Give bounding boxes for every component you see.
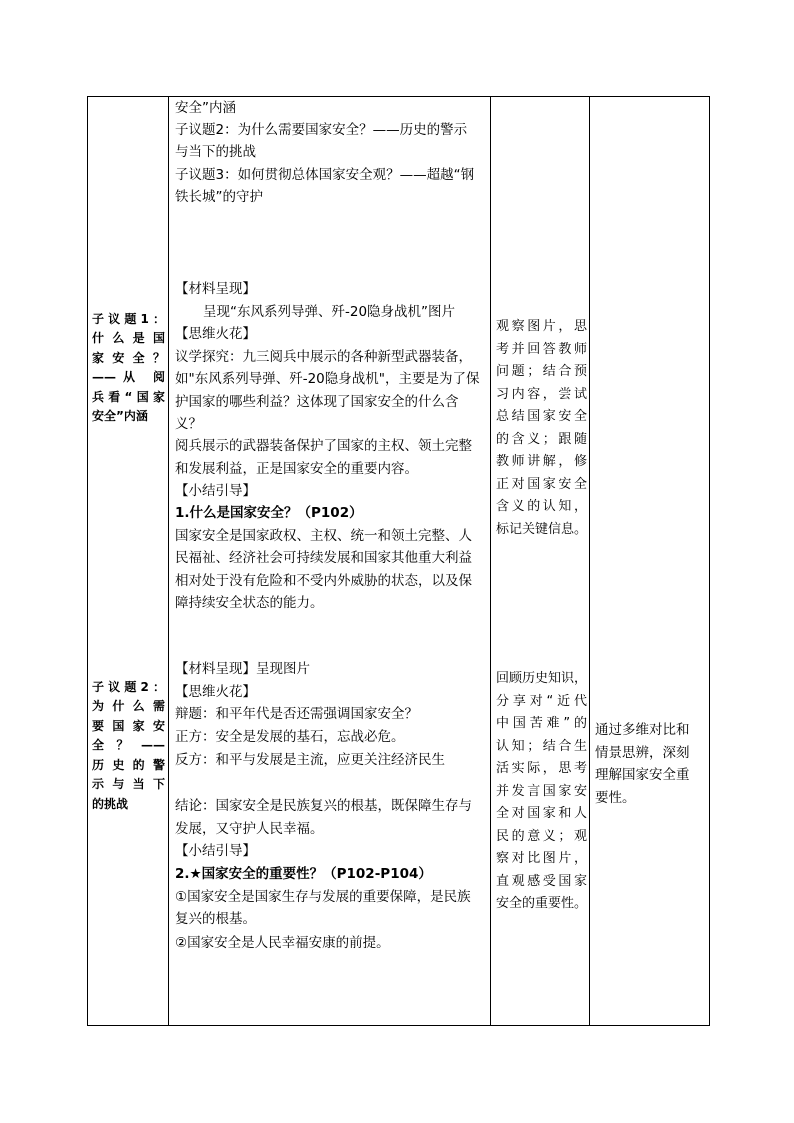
activity2-line: 活实际，思考 xyxy=(496,761,587,776)
inquiry-line: 护国家的哪些利益？这体现了国家安全的什么含 xyxy=(175,394,459,410)
importance-line: ①国家安全是国家生存与发展的重要保障，是民族 xyxy=(175,889,471,905)
topic2-line: 示与当下 xyxy=(92,777,165,791)
topic1-line: 家安全？ xyxy=(92,351,165,365)
topic2-line: 要国家安 xyxy=(92,719,165,733)
activity1-line: 习内容，尝试 xyxy=(496,387,587,402)
topic2-line: 子议题2： xyxy=(92,680,165,694)
activity2-line: 认知；结合生 xyxy=(496,739,587,754)
importance-line: ②国家安全是人民幸福安康的前提。 xyxy=(175,935,390,951)
topic1-line: 什么是国 xyxy=(92,331,165,345)
intro-line: 子议题3：如何贯彻总体国家安全观？——超越“钢 xyxy=(175,167,475,183)
topic2-line: 全？—— xyxy=(92,738,165,752)
activity2-line: 直观感受国家 xyxy=(496,874,587,889)
design-intent-column xyxy=(590,97,710,1026)
activity1-line: 考并回答教师 xyxy=(496,342,587,357)
activity1-line: 问题；结合预 xyxy=(496,364,587,379)
answer-line: 阅兵展示的武器装备保护了国家的主权、领土完整 xyxy=(175,438,472,454)
summary-heading: 【小结引导】 xyxy=(175,483,256,499)
activity2-line: 察对比图片， xyxy=(496,851,587,866)
intent2-line: 理解国家安全重 xyxy=(595,767,690,783)
inquiry-line: 如"东风系列导弹、歼-20隐身战机"，主要是为了保 xyxy=(175,371,480,387)
material-text: 呈现“东风系列导弹、歼-20隐身战机”图片 xyxy=(203,304,456,320)
table-row xyxy=(88,97,710,1026)
teaching-content-column xyxy=(169,97,491,1026)
definition-line: 相对处于没有危险和不受内外威胁的状态，以及保 xyxy=(175,573,472,589)
activity2-line: 安全的重要性。 xyxy=(496,896,588,911)
intent2-line: 情景思辨，深刻 xyxy=(595,745,690,761)
importance-line: 复兴的根基。 xyxy=(175,911,256,927)
student-activity-column xyxy=(491,97,590,1026)
activity1-line: 的含义；跟随 xyxy=(496,432,587,447)
conclusion-line: 结论：国家安全是民族复兴的根基，既保障生存与 xyxy=(175,798,472,814)
topic1-line: 安全”内涵 xyxy=(92,409,148,423)
inquiry-line: 义？ xyxy=(175,416,202,432)
topic2-line: 历史的警 xyxy=(92,758,165,772)
thinking-heading: 【思维火花】 xyxy=(175,684,256,700)
topic1-line: 子议题1： xyxy=(92,312,165,326)
activity1-line: 观察图片，思 xyxy=(496,319,587,334)
intro-line: 子议题2：为什么需要国家安全？——历史的警示 xyxy=(175,122,468,138)
definition-line: 障持续安全状态的能力。 xyxy=(175,595,324,611)
material-heading: 【材料呈现】 xyxy=(175,281,256,297)
debate-line: 反方：和平与发展是主流，应更关注经济民生 xyxy=(175,752,445,768)
intro-line: 与当下的挑战 xyxy=(175,144,256,160)
lesson-plan-table xyxy=(87,96,710,1026)
summary-heading: 【小结引导】 xyxy=(175,843,256,859)
definition-line: 民福祉、经济社会可持续发展和国家其他重大利益 xyxy=(175,550,472,566)
topic1-line: ——从 阅 xyxy=(92,370,165,384)
summary-question: 1.什么是国家安全？（P102） xyxy=(175,505,363,521)
activity1-line: 正对国家安全 xyxy=(496,477,587,492)
topic2-line: 为什么需 xyxy=(92,699,165,713)
topic2-line: 的挑战 xyxy=(92,797,129,811)
summary-question: 2.★国家安全的重要性？（P102-P104） xyxy=(175,866,432,882)
intro-line: 安全”内涵 xyxy=(175,100,236,116)
topic1-line: 兵看“国家 xyxy=(92,390,165,404)
thinking-heading: 【思维火花】 xyxy=(175,326,256,342)
intro-line: 铁长城”的守护 xyxy=(175,189,263,205)
inquiry-line: 议学探究：九三阅兵中展示的各种新型武器装备， xyxy=(175,349,472,365)
activity2-line: 中国苦难”的 xyxy=(496,716,587,731)
activity1-line: 总结国家安全 xyxy=(496,409,587,424)
activity1-line: 含义的认知， xyxy=(496,499,587,514)
intent2-line: 要性。 xyxy=(595,790,636,806)
material-heading: 【材料呈现】呈现图片 xyxy=(175,661,310,677)
answer-line: 和发展利益，正是国家安全的重要内容。 xyxy=(175,461,418,477)
definition-line: 国家安全是国家政权、主权、统一和领土完整、人 xyxy=(175,528,472,544)
conclusion-line: 发展，又守护人民幸福。 xyxy=(175,821,324,837)
topic-column xyxy=(88,97,169,1026)
debate-line: 正方：安全是发展的基石，忘战必危。 xyxy=(175,729,405,745)
debate-line: 辩题：和平年代是否还需强调国家安全？ xyxy=(175,706,418,722)
activity2-line: 回顾历史知识， xyxy=(496,671,588,686)
activity2-line: 并发言国家安 xyxy=(496,784,587,799)
intent2-line: 通过多维对比和 xyxy=(595,722,690,738)
activity2-line: 民的意义；观 xyxy=(496,829,587,844)
activity1-line: 教师讲解，修 xyxy=(496,454,587,469)
activity1-line: 标记关键信息。 xyxy=(496,522,588,537)
activity2-line: 分享对“近代 xyxy=(496,694,587,709)
activity2-line: 全对国家和人 xyxy=(496,806,587,821)
